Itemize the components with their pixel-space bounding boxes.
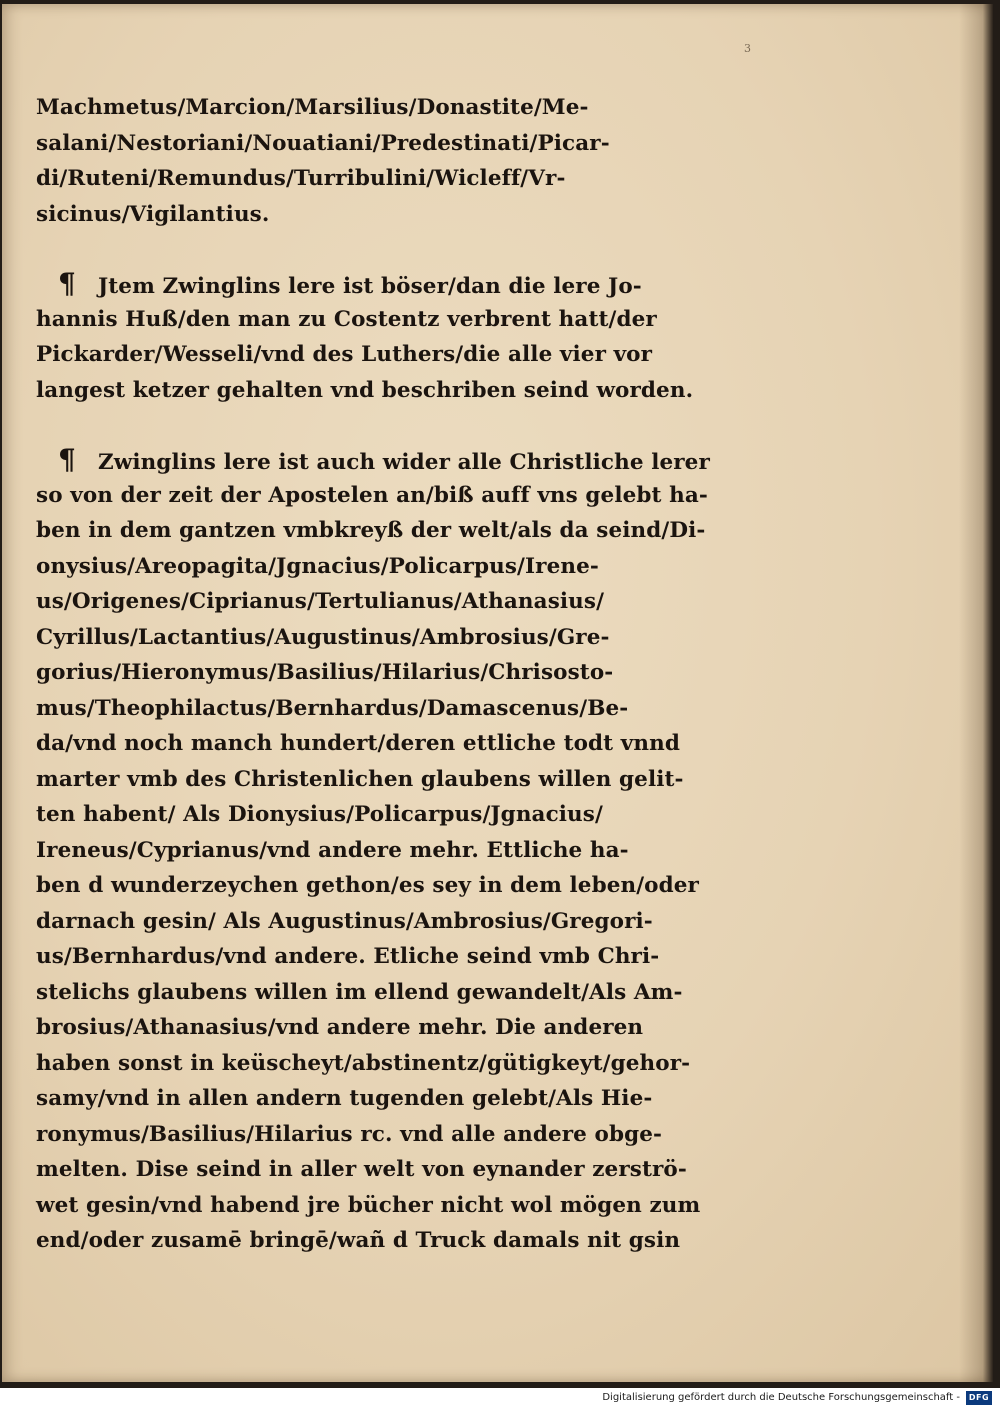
line-text: hannis Huß/den man zu Costentz verbrent hatt/der	[36, 306, 657, 332]
text-line	[36, 1117, 716, 1153]
text-line	[36, 442, 716, 478]
page-gutter-shadow	[959, 4, 993, 1382]
text-line	[36, 726, 716, 762]
book-page	[2, 4, 993, 1382]
text-line	[36, 337, 716, 373]
text-line	[36, 868, 716, 904]
text-line	[36, 161, 716, 197]
pilcrow-icon: ¶	[58, 267, 76, 300]
text-line	[36, 1223, 716, 1259]
line-text: us/Origenes/Ciprianus/Tertulianus/Athanasius/	[36, 589, 605, 614]
text-line	[36, 513, 716, 549]
text-line	[36, 1010, 716, 1046]
text-line	[36, 1046, 716, 1082]
text-line	[36, 939, 716, 975]
line-text: so von der zeit der Apostelen an/biß auff vns gelebt ha-	[36, 482, 708, 508]
footer-credit: Digitalisierung gefördert durch die Deutsche Forschungsgemeinschaft -	[602, 1392, 960, 1403]
text-line	[36, 620, 716, 656]
line-text: Cyrillus/Lactantius/Augustinus/Ambrosius/Gre-	[36, 624, 610, 650]
line-text: darnach gesin/ Als Augustinus/Ambrosius/Gregori-	[36, 908, 653, 934]
line-text: da/vnd noch manch hundert/deren ettliche todt vnnd	[36, 731, 680, 756]
text-line	[36, 302, 716, 338]
page-mark: 3	[744, 42, 751, 55]
line-text: ten habent/ Als Dionysius/Policarpus/Jgnacius/	[36, 802, 603, 827]
text-line	[36, 584, 716, 620]
text-line	[36, 833, 716, 869]
line-text: onysius/Areopagita/Jgnacius/Policarpus/Irene-	[36, 553, 599, 579]
line-text: ben in dem gantzen vmbkreyß der welt/als da seind/Di-	[36, 518, 706, 543]
text-line	[36, 1188, 716, 1224]
line-text: Jtem Zwinglins lere ist böser/dan die lere Jo-	[98, 274, 642, 299]
line-text: ronymus/Basilius/Hilarius rc. vnd alle andere obge-	[36, 1121, 663, 1147]
line-text: marter vmb des Christenlichen glaubens willen gelit-	[36, 766, 684, 792]
paragraph	[36, 90, 716, 232]
paragraph	[36, 442, 716, 1259]
line-text: brosius/Athanasius/vnd andere mehr. Die anderen	[36, 1015, 644, 1040]
text-line	[36, 478, 716, 514]
text-line	[36, 197, 716, 233]
line-text: Zwinglins lere ist auch wider alle Christliche lerer	[98, 450, 710, 475]
line-text: salani/Nestoriani/Nouatiani/Predestinati/Picar-	[36, 130, 610, 156]
line-text: mus/Theophilactus/Bernhardus/Damascenus/Be-	[36, 695, 629, 721]
line-text: ben d wunderzeychen gethon/es sey in dem leben/oder	[36, 873, 699, 898]
text-line	[36, 975, 716, 1011]
line-text: haben sonst in keüscheyt/abstinentz/gütigkeyt/gehor-	[36, 1050, 691, 1076]
text-line	[36, 1081, 716, 1117]
pilcrow-icon: ¶	[58, 443, 76, 476]
paragraph	[36, 266, 716, 408]
text-line	[36, 90, 716, 126]
line-text: samy/vnd in allen andern tugenden gelebt/Als Hie-	[36, 1086, 653, 1111]
line-text: Pickarder/Wesseli/vnd des Luthers/die alle vier vor	[36, 342, 653, 367]
line-text: Ireneus/Cyprianus/vnd andere mehr. Ettliche ha-	[36, 837, 629, 863]
line-text: melten. Dise seind in aller welt von eynander zerströ-	[36, 1157, 687, 1182]
text-line	[36, 691, 716, 727]
line-text: wet gesin/vnd habend jre bücher nicht wol mögen zum	[36, 1192, 701, 1218]
line-text: gorius/Hieronymus/Basilius/Hilarius/Chrisosto-	[36, 660, 614, 685]
text-line	[36, 797, 716, 833]
dfg-logo: DFG	[966, 1391, 992, 1405]
line-text: end/oder zusamē bringē/wañ d Truck damals nit gsin	[36, 1228, 681, 1253]
footer-bar	[0, 1388, 1000, 1410]
text-line	[36, 655, 716, 691]
line-text: langest ketzer gehalten vnd beschriben seind worden.	[36, 377, 694, 403]
line-text: di/Ruteni/Remundus/Turribulini/Wicleff/Vr-	[36, 166, 566, 191]
text-line	[36, 762, 716, 798]
text-line	[36, 549, 716, 585]
line-text: us/Bernhardus/vnd andere. Etliche seind vmb Chri-	[36, 944, 660, 969]
line-text: stelichs glaubens willen im ellend gewandelt/Als Am-	[36, 979, 683, 1005]
text-line	[36, 1152, 716, 1188]
text-line	[36, 904, 716, 940]
line-text: Machmetus/Marcion/Marsilius/Donastite/Me-	[36, 95, 589, 120]
text-line	[36, 266, 716, 302]
text-block	[36, 90, 716, 1293]
text-line	[36, 373, 716, 409]
text-line	[36, 126, 716, 162]
line-text: sicinus/Vigilantius.	[36, 201, 270, 227]
